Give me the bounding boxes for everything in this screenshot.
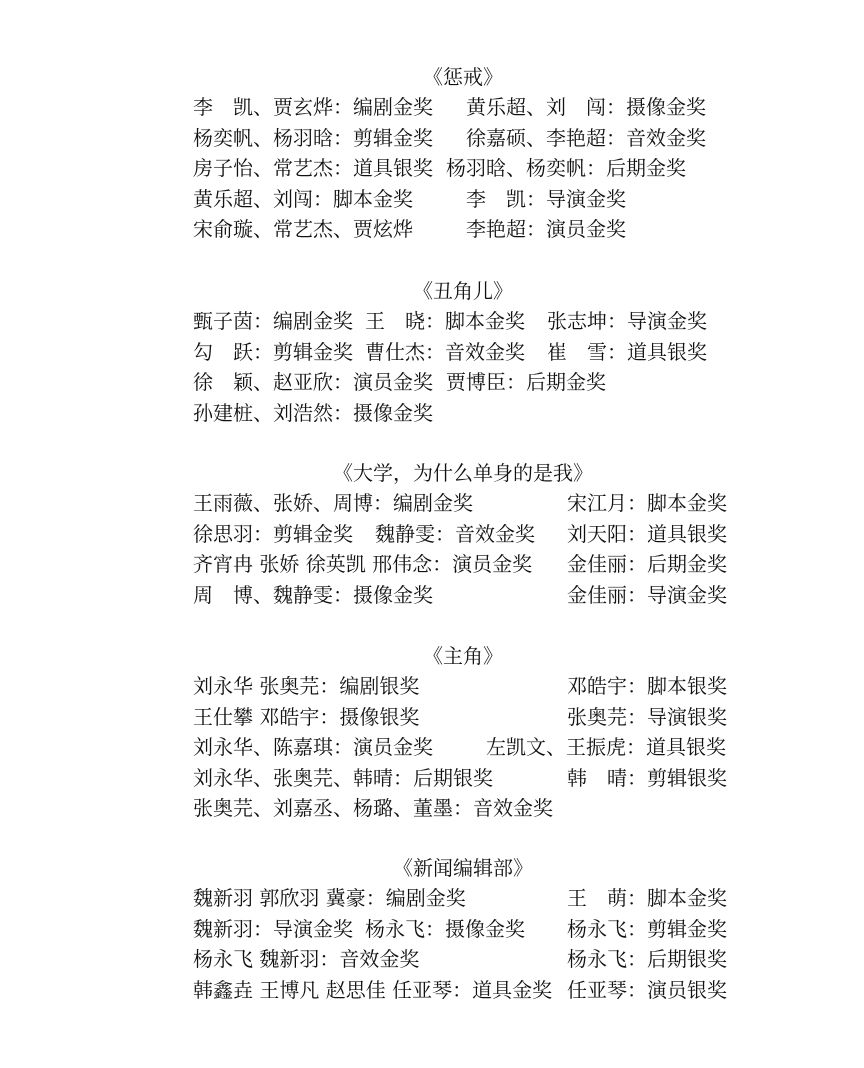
award-entry: 王 萌：脚本金奖 bbox=[567, 886, 727, 910]
award-entry: 杨永飞：剪辑金奖 bbox=[567, 916, 727, 941]
section-title: 《新闻编辑部》 bbox=[393, 856, 533, 880]
award-entry: 金佳丽：后期金奖 bbox=[567, 552, 727, 576]
award-entry: 邓皓宇：脚本银奖 bbox=[567, 674, 727, 698]
award-entry: 曹仕杰：音效金奖 bbox=[365, 339, 525, 364]
award-entry: 左凯文、王振虎：道具银奖 bbox=[486, 735, 726, 759]
award-row bbox=[193, 702, 753, 733]
award-row bbox=[193, 92, 753, 123]
award-entry: 甄子茵：编剧金奖 bbox=[193, 309, 353, 333]
award-entry: 魏静雯：音效金奖 bbox=[375, 521, 535, 546]
award-row bbox=[193, 671, 753, 702]
award-entry: 韩 晴：剪辑银奖 bbox=[567, 765, 727, 790]
award-entry: 王雨薇、张娇、周博：编剧金奖 bbox=[193, 491, 473, 515]
award-row bbox=[193, 398, 753, 429]
award-row bbox=[193, 519, 753, 550]
award-entry: 杨永飞：摄像金奖 bbox=[365, 916, 525, 941]
award-entry: 徐 颖、赵亚欣：演员金奖 bbox=[193, 370, 433, 394]
award-entry: 魏新羽：导演金奖 bbox=[193, 916, 353, 941]
award-entry: 齐宵冉 张娇 徐英凯 邢伟念：演员金奖 bbox=[193, 552, 533, 576]
award-entry: 杨永飞 魏新羽：音效金奖 bbox=[193, 947, 420, 971]
section-choujiaoer bbox=[193, 276, 753, 428]
award-row bbox=[193, 306, 753, 337]
award-row bbox=[193, 914, 753, 945]
award-entry: 黄乐超、刘 闯：摄像金奖 bbox=[466, 95, 706, 119]
award-entry: 刘永华、陈嘉琪：演员金奖 bbox=[193, 735, 433, 759]
award-entry: 杨羽晗、杨奕帆：后期金奖 bbox=[446, 156, 686, 180]
award-entry: 韩鑫垚 王博凡 赵思佳 任亚琴：道具金奖 bbox=[193, 977, 553, 1002]
award-entry: 杨永飞：后期银奖 bbox=[567, 947, 727, 971]
award-entry: 杨奕帆、杨羽晗：剪辑金奖 bbox=[193, 125, 433, 150]
award-row bbox=[193, 763, 753, 794]
section-zhujiao bbox=[193, 641, 753, 824]
award-entry: 李 凯、贾玄烨：编剧金奖 bbox=[193, 95, 433, 119]
award-entry: 王 晓：脚本金奖 bbox=[365, 309, 525, 333]
section-title: 《大学，为什么单身的是我》 bbox=[333, 461, 593, 485]
award-row bbox=[193, 975, 753, 1006]
award-entry: 徐嘉硕、李艳超：音效金奖 bbox=[466, 125, 706, 150]
award-entry: 房子怡、常艺杰：道具银奖 bbox=[193, 156, 433, 180]
award-entry: 张志坤：导演金奖 bbox=[547, 309, 707, 333]
award-row bbox=[193, 793, 753, 824]
award-entry: 张奥芫、刘嘉丞、杨璐、董墨：音效金奖 bbox=[193, 796, 553, 820]
award-entry: 勾 跃：剪辑金奖 bbox=[193, 339, 353, 364]
award-entry: 李艳超：演员金奖 bbox=[466, 217, 626, 241]
award-row bbox=[193, 214, 753, 245]
award-entry: 刘天阳：道具银奖 bbox=[567, 521, 727, 546]
award-entry: 刘永华、张奥芫、韩晴：后期银奖 bbox=[193, 765, 493, 790]
award-row bbox=[193, 367, 753, 398]
section-xinwen bbox=[193, 853, 753, 1005]
award-row bbox=[193, 549, 753, 580]
award-entry: 贾博臣：后期金奖 bbox=[446, 370, 606, 394]
award-row bbox=[193, 337, 753, 368]
section-title: 《主角》 bbox=[423, 644, 503, 668]
award-entry: 刘永华 张奥芫：编剧银奖 bbox=[193, 674, 420, 698]
award-entry: 张奥芫：导演银奖 bbox=[567, 704, 727, 729]
award-entry: 徐思羽：剪辑金奖 bbox=[193, 521, 353, 546]
award-row bbox=[193, 488, 753, 519]
award-entry: 崔 雪：道具银奖 bbox=[547, 339, 707, 364]
section-title: 《惩戒》 bbox=[423, 65, 503, 89]
award-entry: 金佳丽：导演金奖 bbox=[567, 582, 727, 607]
award-entry: 黄乐超、刘闯：脚本金奖 bbox=[193, 186, 413, 211]
award-entry: 宋江月：脚本金奖 bbox=[567, 491, 727, 515]
award-entry: 李 凯：导演金奖 bbox=[466, 186, 626, 211]
award-entry: 宋俞璇、常艺杰、贾炫烨 bbox=[193, 217, 413, 241]
section-title: 《丑角儿》 bbox=[413, 279, 513, 303]
award-row bbox=[193, 944, 753, 975]
section-daxue bbox=[193, 458, 753, 610]
award-row bbox=[193, 883, 753, 914]
award-entry: 周 博、魏静雯：摄像金奖 bbox=[193, 582, 433, 607]
award-row bbox=[193, 732, 753, 763]
award-row bbox=[193, 580, 753, 611]
award-row bbox=[193, 153, 753, 184]
award-entry: 王仕攀 邓皓宇：摄像银奖 bbox=[193, 704, 420, 729]
award-entry: 任亚琴：演员银奖 bbox=[567, 977, 727, 1002]
section-chengjie bbox=[193, 62, 753, 245]
award-row bbox=[193, 123, 753, 154]
award-row bbox=[193, 184, 753, 215]
award-entry: 魏新羽 郭欣羽 冀豪：编剧金奖 bbox=[193, 886, 466, 910]
award-entry: 孙建桩、刘浩然：摄像金奖 bbox=[193, 400, 433, 425]
